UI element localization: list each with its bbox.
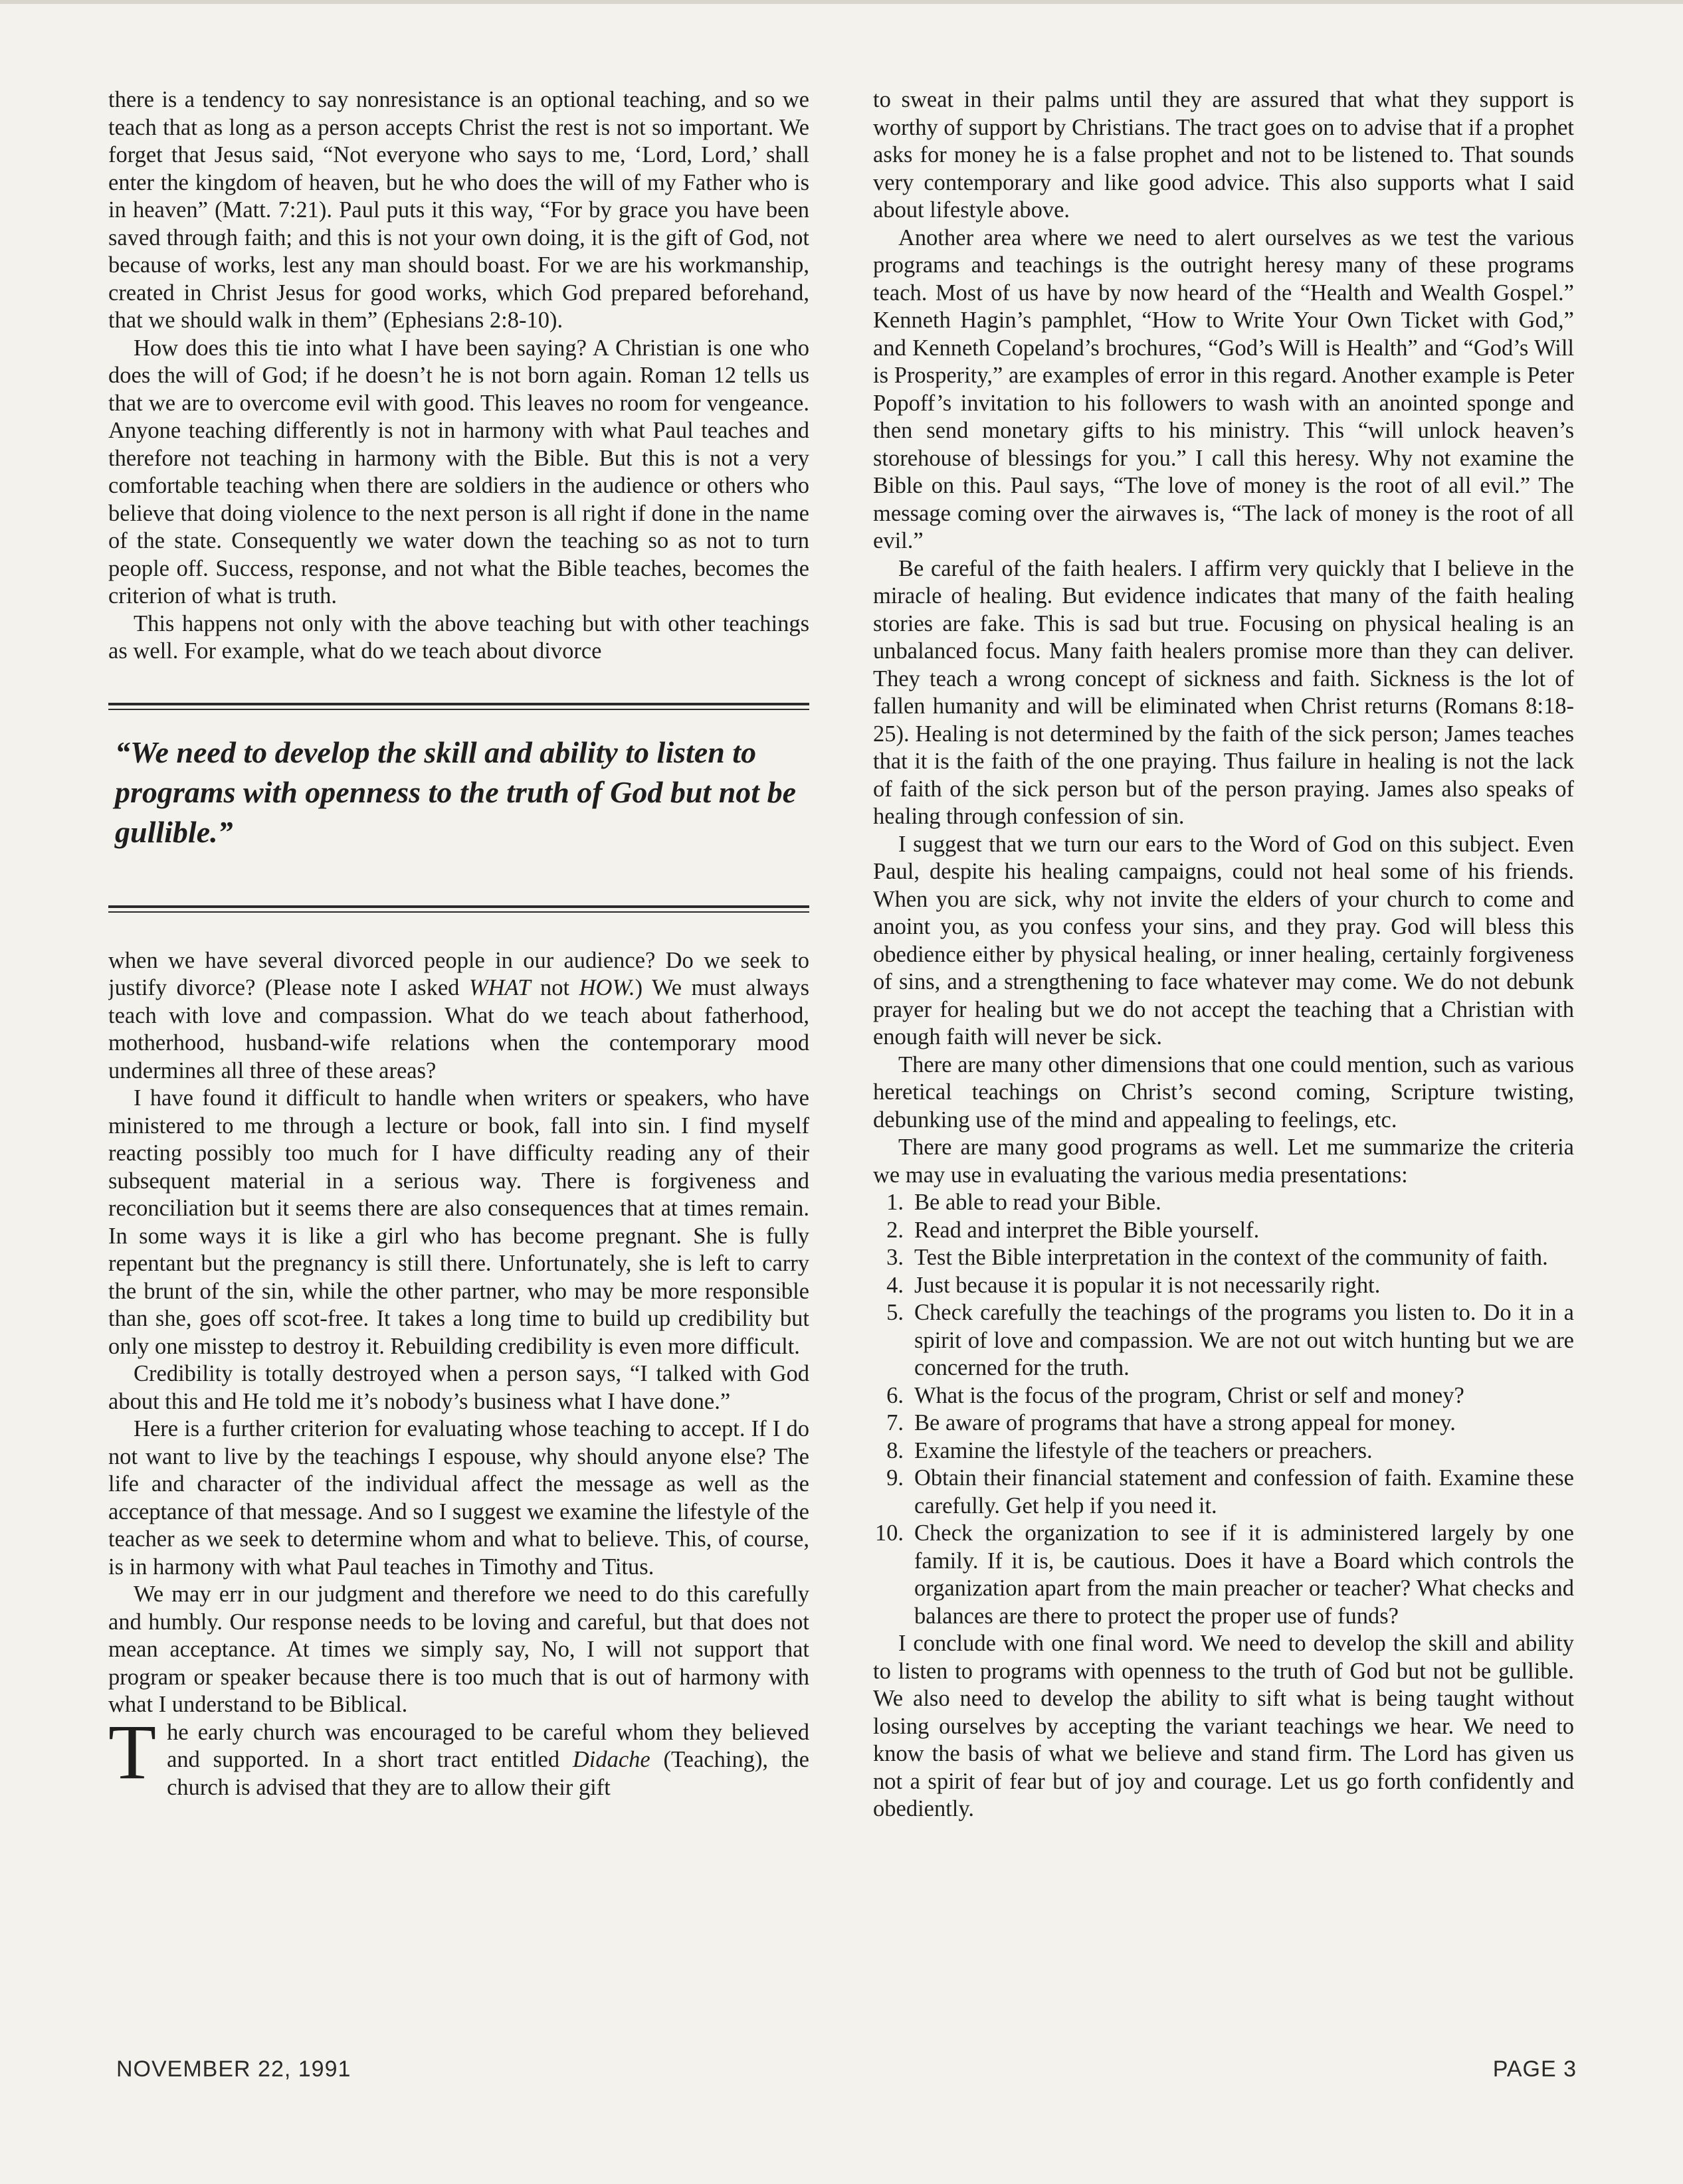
criteria-text: Just because it is popular it is not necessarily right. xyxy=(914,1272,1381,1298)
criteria-item xyxy=(873,1189,1574,1217)
left-column xyxy=(108,86,809,1999)
pull-quote: “We need to develop the skill and ability to listen to programs with openness to the truth of God but not be gullible.” xyxy=(115,735,796,849)
footer-date: NOVEMBER 22, 1991 xyxy=(116,2056,351,2082)
right-column xyxy=(873,86,1574,1999)
criteria-item xyxy=(873,1437,1574,1465)
criteria-text: Check carefully the teachings of the programs you listen to. Do it in a spirit of love and compassion. We are not out witch hunting but we are concerned for the truth. xyxy=(914,1300,1574,1380)
criteria-text: Read and interpret the Bible yourself. xyxy=(914,1217,1260,1243)
criteria-number: 1. xyxy=(886,1190,904,1215)
paragraph: This happens not only with the above teaching but with other teachings as well. For example, what do we teach about divorce xyxy=(108,610,809,664)
paragraph: Another area where we need to alert ourselves as we test the various programs and teachings is the outright heresy many of these programs teach. Most of us have by now heard of the “Health and Wealth Gospel.” Kenneth Hagin’s pamphlet, “How to Write Your Own Ticket with God,” and Kenneth Copeland’s brochures, “God’s Will is Health” and “God’s Will is Prosperity,” are examples of error in this regard. Another example is Peter Popoff’s invitation to his followers to wash with an anointed sponge and then send monetary gifts to his ministry. This “will unlock heaven’s storehouse of blessings for you.” I call this heresy. Why not examine the Bible on this. Paul says, “The love of money is the root of all evil.” The message coming over the airwaves is, “The lack of money is the root of all evil.” xyxy=(873,225,1574,553)
emphasis-what: WHAT xyxy=(468,975,531,1000)
criteria-number: 6. xyxy=(886,1382,904,1408)
text-run: (Teaching), the church is advised that they are to allow their gift xyxy=(167,1747,809,1800)
paragraph: Credibility is totally destroyed when a person says, “I talked with God about this and He told me it’s nobody’s business what I have done.” xyxy=(108,1361,809,1414)
paragraph xyxy=(108,947,809,1085)
text-run: when we have several divorced people in our audience? Do we seek to justify divorce? (Please note I asked xyxy=(108,947,809,1000)
paragraph: There are many good programs as well. Let me summarize the criteria we may use in evaluating the various media presentations: xyxy=(873,1135,1574,1188)
criteria-text: Test the Bible interpretation in the context of the community of faith. xyxy=(914,1245,1548,1270)
paragraph: How does this tie into what I have been saying? A Christian is one who does the will of God; if he doesn’t he is not born again. Roman 12 tells us that we are to overcome evil with good. This leaves no room for vengeance. Anyone teaching differently is not in harmony with what Paul teaches and therefore not teaching in harmony with the Bible. But this is not a very comfortable teaching when there are soldiers in the audience or others who believe that doing violence to the next person is all right if done in the name of the state. Consequently we water down the teaching so as not to turn people off. Success, response, and not what the Bible teaches, becomes the criterion of what is truth. xyxy=(108,335,809,608)
pull-quote-box xyxy=(108,703,809,913)
criteria-item xyxy=(873,1382,1574,1410)
paragraph: to sweat in their palms until they are assured that what they support is worthy of support by Christians. The tract goes on to advise that if a prophet asks for money he is a false prophet and not to be listened to. That sounds very contemporary and like good advice. This also supports what I said about lifestyle above. xyxy=(873,87,1574,223)
criteria-number: 9. xyxy=(886,1465,904,1491)
paragraph: Here is a further criterion for evaluating whose teaching to accept. If I do not want to live by the teachings I espouse, why should anyone else? The life and character of the individual affect the message as well as the acceptance of that message. And so I suggest we examine the lifestyle of the teacher as we seek to determine whom and what to believe. This, of course, is in harmony with what Paul teaches in Timothy and Titus. xyxy=(108,1416,809,1580)
criteria-text: Be able to read your Bible. xyxy=(914,1190,1161,1215)
criteria-text: Be aware of programs that have a strong appeal for money. xyxy=(914,1410,1456,1435)
criteria-number: 5. xyxy=(886,1300,904,1325)
emphasis-didache: Didache xyxy=(572,1747,650,1772)
drop-cap-letter: T xyxy=(108,1708,157,1795)
emphasis-how: HOW. xyxy=(579,975,635,1000)
criteria-number: 7. xyxy=(886,1410,904,1435)
paragraph: There are many other dimensions that one could mention, such as various heretical teachings on Christ’s second coming, Scripture twisting, debunking use of the mind and appealing to feelings, etc. xyxy=(873,1051,1574,1133)
criteria-item xyxy=(873,1244,1574,1272)
criteria-text: Examine the lifestyle of the teachers or preachers. xyxy=(914,1437,1373,1463)
criteria-item xyxy=(873,1520,1574,1630)
criteria-text: Obtain their financial statement and confession of faith. Examine these carefully. Get help if you need it. xyxy=(914,1465,1574,1518)
pull-quote-bottom-rule xyxy=(108,905,809,913)
pull-quote-top-rule xyxy=(108,703,809,710)
criteria-item xyxy=(873,1272,1574,1300)
paragraph: I have found it difficult to handle when writers or speakers, who have ministered to me through a lecture or book, fall into sin. I find myself reacting possibly too much for I have difficulty reading any of their subsequent material in a serious way. There is forgiveness and reconciliation but it seems there are also consequences that at times remain. In some ways it is like a girl who has become pregnant. She is fully repentant but the pregnancy is still there. Unfortunately, she is left to carry the brunt of the sin, while the other partner, who may be more responsible than she, goes off scot-free. It takes a long time to build up credibility but only one misstep to destroy it. Rebuilding credibility is even more difficult. xyxy=(108,1085,809,1359)
criteria-number: 10. xyxy=(874,1520,904,1546)
criteria-list xyxy=(873,1189,1574,1630)
paragraph: I suggest that we turn our ears to the Word of God on this subject. Even Paul, despite his healing campaigns, could not heal some of his friends. When you are sick, why not invite the elders of your church to come and anoint you, as you confess your sins, and they pray. God will bless this obedience either by physical healing, or inner healing, certainly forgiveness of sins, and a strengthening to face whatever may come. We do not debunk prayer for healing but we do not accept the teaching that a Christian with enough faith will never be sick. xyxy=(873,831,1574,1049)
criteria-text: What is the focus of the program, Christ or self and money? xyxy=(914,1382,1464,1408)
paragraph: there is a tendency to say nonresistance is an optional teaching, and so we teach that as long as a person accepts Christ the rest is not so important. We forget that Jesus said, “Not everyone who says to me, ‘Lord, Lord,’ shall enter the kingdom of heaven, but he who does the will of my Father who is in heaven” (Matt. 7:21). Paul puts it this way, “For by grace you have been saved through faith; and this is not your own doing, it is the gift of God, not because of works, lest any man should boast. For we are his workmanship, created in Christ Jesus for good works, which God prepared beforehand, that we should walk in them” (Ephesians 2:8-10). xyxy=(108,87,809,333)
criteria-number: 4. xyxy=(886,1272,904,1298)
criteria-text: Check the organization to see if it is administered largely by one family. If it is, be cautious. Does it have a Board which controls the organization apart from the main preacher or teacher? What checks and balances are there to protect the proper use of funds? xyxy=(914,1520,1574,1629)
footer-page-number: PAGE 3 xyxy=(1492,2056,1577,2082)
paragraph: I conclude with one final word. We need to develop the skill and ability to listen to programs with openness to the truth of God but not be gullible. We also need to develop the ability to sift what is being taught without losing ourselves by accepting the variant teachings we hear. We need to know the basis of what we believe and stand firm. The Lord has given us not a spirit of fear but of joy and courage. Let us go forth confidently and obediently. xyxy=(873,1631,1574,1821)
page-top-edge xyxy=(0,0,1683,4)
paragraph: Be careful of the faith healers. I affirm very quickly that I believe in the miracle of healing. But evidence indicates that many of the faith healing stories are fake. This is sad but true. Focusing on physical healing is an unbalanced focus. Many faith healers promise more than they can deliver. They teach a wrong concept of sickness and faith. Sickness is the lot of fallen humanity and will be eliminated when Christ returns (Romans 8:18-25). Healing is not determined by the faith of the sick person; James teaches that it is the faith of the one praying. Thus failure in healing is not the lack of faith of the sick person but of the person praying. James also speaks of healing through confession of sin. xyxy=(873,555,1574,829)
criteria-number: 8. xyxy=(886,1437,904,1463)
text-run: ) We must always teach with love and compassion. What do we teach about fatherhood, motherhood, husband-wife relations when the contemporary mood undermines all three of these areas? xyxy=(108,975,809,1083)
criteria-item xyxy=(873,1299,1574,1382)
criteria-number: 2. xyxy=(886,1217,904,1243)
dropcap-paragraph xyxy=(108,1708,809,1802)
criteria-item xyxy=(873,1410,1574,1437)
criteria-item xyxy=(873,1217,1574,1245)
criteria-number: 3. xyxy=(886,1245,904,1270)
text-run: not xyxy=(530,975,579,1000)
text-run: he early church was encouraged to be careful whom they believed and supported. In a short tract entitled xyxy=(167,1719,809,1772)
criteria-item xyxy=(873,1465,1574,1520)
paragraph: We may err in our judgment and therefore we need to do this carefully and humbly. Our response needs to be loving and careful, but that does not mean acceptance. At times we simply say, No, I will not support that program or speaker because there is too much that is out of harmony with what I understand to be Biblical. xyxy=(108,1582,809,1717)
